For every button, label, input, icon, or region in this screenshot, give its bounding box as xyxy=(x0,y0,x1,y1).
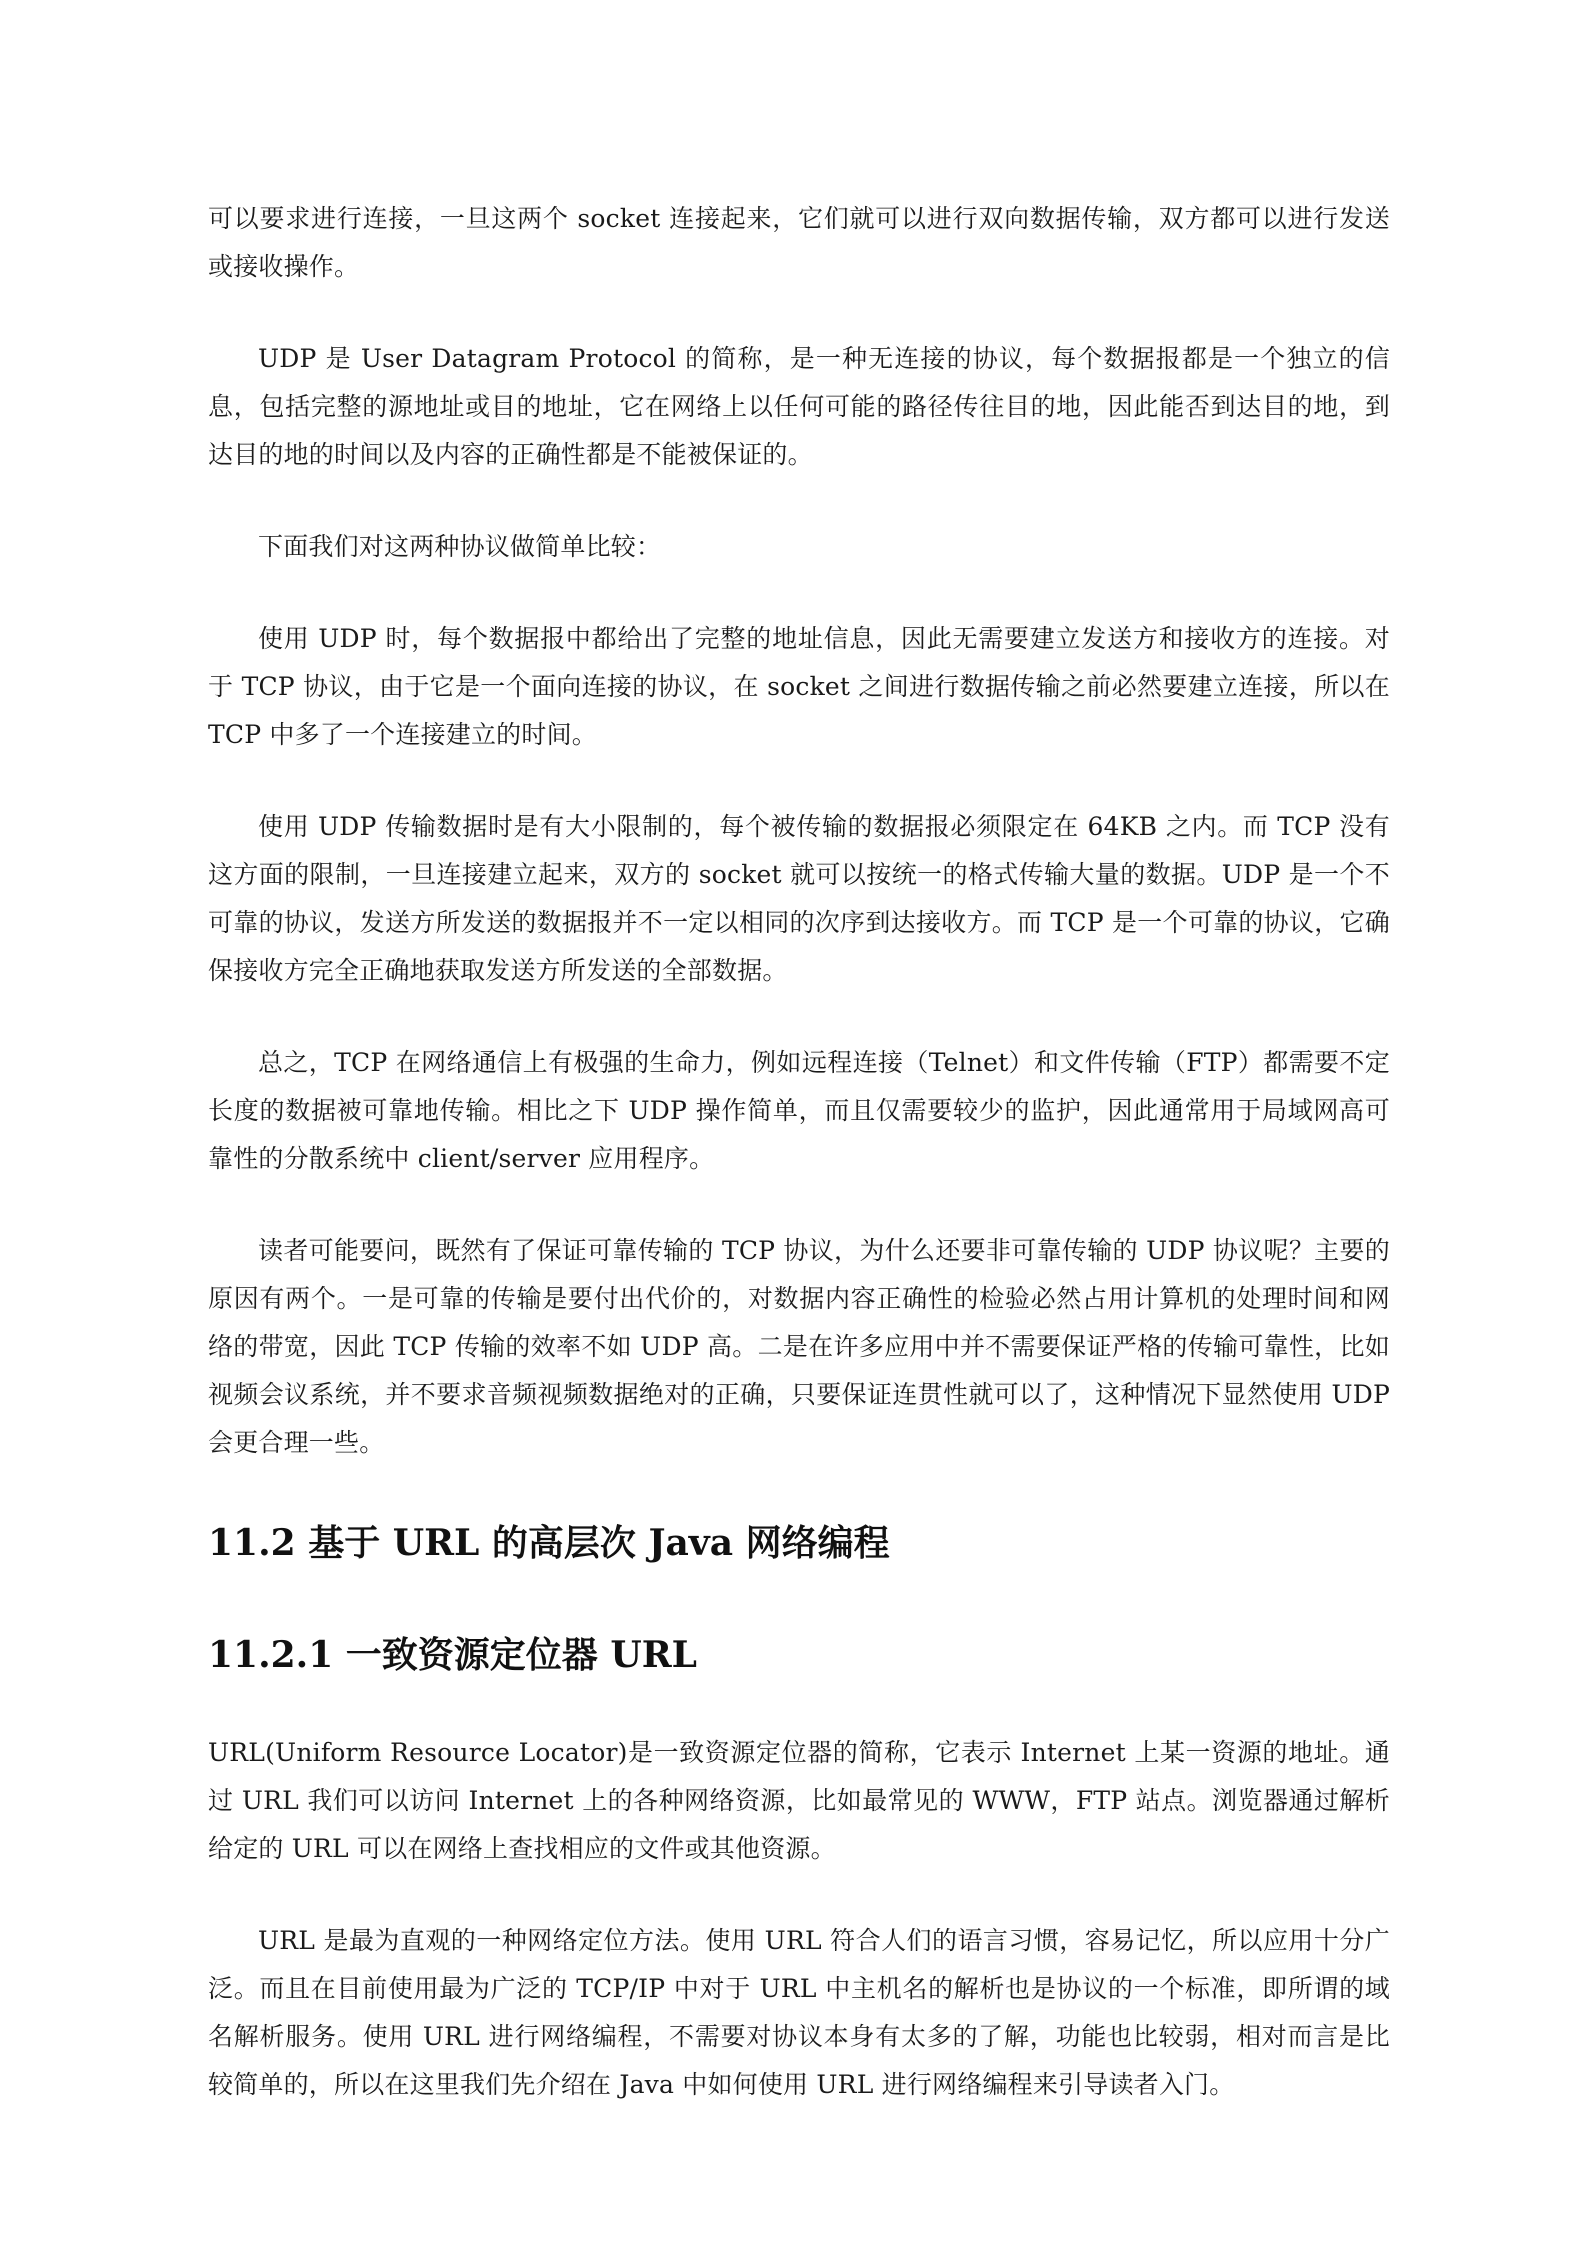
paragraph-gap xyxy=(208,759,1390,803)
paragraph-udp-size-limit: 使用 UDP 传输数据时是有大小限制的，每个被传输的数据报必须限定在 64KB 之内。而 TCP 没有这方面的限制，一旦连接建立起来，双方的 socket 就可以按统一的格式传输大量的数据。UDP 是一个不可靠的协议，发送方所发送的数据报并不一定以相同的次序到达接收方。而 TCP 是一个可靠的协议，它确保接收方完全正确地获取发送方所发送的全部数据。 xyxy=(208,812,1390,985)
paragraph-udp-definition: UDP 是 User Datagram Protocol 的简称，是一种无连接的协议，每个数据报都是一个独立的信息，包括完整的源地址或目的地址，它在网络上以任何可能的路径传往目的地，因此能否到达目的地，到达目的地的时间以及内容的正确性都是不能被保证的。 xyxy=(208,344,1390,469)
paragraph-udp-vs-tcp-connection: 使用 UDP 时，每个数据报中都给出了完整的地址信息，因此无需要建立发送方和接收方的连接。对于 TCP 协议，由于它是一个面向连接的协议，在 socket 之间进行数据传输之前必然要建立连接，所以在 TCP 中多了一个连接建立的时间。 xyxy=(208,624,1390,749)
paragraph-gap xyxy=(208,1873,1390,1917)
subsection-heading: 11.2.1 一致资源定位器 URL xyxy=(208,1634,697,1676)
paragraph-gap xyxy=(208,1183,1390,1227)
paragraph-gap xyxy=(208,479,1390,523)
paragraph-url-intuitive: URL 是最为直观的一种网络定位方法。使用 URL 符合人们的语言习惯，容易记忆，所以应用十分广泛。而且在目前使用最为广泛的 TCP/IP 中对于 URL 中主机名的解析也是协议的一个标准，即所谓的域名解析服务。使用 URL 进行网络编程，不需要对协议本身有太多的了解，功能也比较弱，相对而言是比较简单的，所以在这里我们先介绍在 Java 中如何使用 URL 进行网络编程来引导读者入门。 xyxy=(208,1926,1390,2099)
section-heading: 11.2 基于 URL 的高层次 Java 网络编程 xyxy=(208,1522,890,1564)
paragraph-gap xyxy=(208,571,1390,615)
heading-gap xyxy=(208,1679,1390,1729)
paragraph-gap xyxy=(208,291,1390,335)
paragraph-socket-continued: 可以要求进行连接，一旦这两个 socket 连接起来，它们就可以进行双向数据传输，双方都可以进行发送或接收操作。 xyxy=(208,204,1390,281)
heading-gap xyxy=(208,1567,1390,1631)
paragraph-comparison-intro: 下面我们对这两种协议做简单比较： xyxy=(258,532,662,561)
paragraph-gap xyxy=(208,1467,1390,1519)
paragraph-gap xyxy=(208,995,1390,1039)
paragraph-why-udp: 读者可能要问，既然有了保证可靠传输的 TCP 协议，为什么还要非可靠传输的 UDP 协议呢？主要的原因有两个。一是可靠的传输是要付出代价的，对数据内容正确性的检验必然占用计算机的处理时间和网络的带宽，因此 TCP 传输的效率不如 UDP 高。二是在许多应用中并不需要保证严格的传输可靠性，比如视频会议系统，并不要求音频视频数据绝对的正确，只要保证连贯性就可以了，这种情况下显然使用 UDP 会更合理一些。 xyxy=(208,1236,1390,1457)
paragraph-summary: 总之，TCP 在网络通信上有极强的生命力，例如远程连接（Telnet）和文件传输（FTP）都需要不定长度的数据被可靠地传输。相比之下 UDP 操作简单，而且仅需要较少的监护，因此通常用于局域网高可靠性的分散系统中 client/server 应用程序。 xyxy=(208,1048,1390,1173)
paragraph-url-definition: URL(Uniform Resource Locator)是一致资源定位器的简称，它表示 Internet 上某一资源的地址。通过 URL 我们可以访问 Internet 上的各种网络资源，比如最常见的 WWW，FTP 站点。浏览器通过解析给定的 URL 可以在网络上查找相应的文件或其他资源。 xyxy=(208,1738,1390,1863)
document-page xyxy=(208,195,1390,2109)
